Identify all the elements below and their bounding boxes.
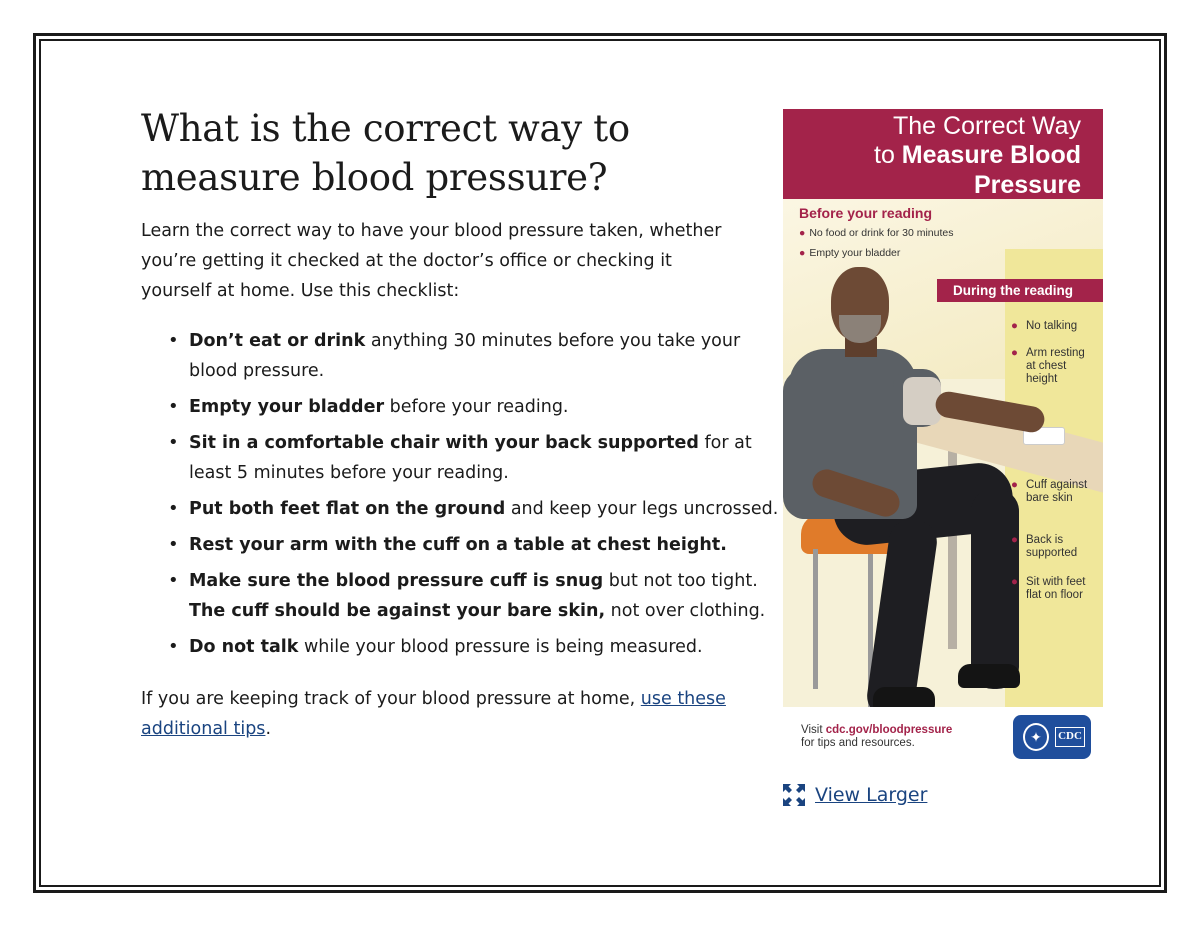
cdc-logo	[1013, 715, 1091, 759]
poster-footer	[783, 707, 1103, 771]
list-item-text: anything 30 minutes before you take your blood pressure.	[189, 331, 741, 381]
before-heading: Before your reading	[799, 205, 933, 221]
tip-text: Arm resting at chest height	[1026, 347, 1085, 385]
page-title: What is the correct way to measure blood pressure?	[141, 107, 630, 199]
bullet-icon: ●	[1011, 347, 1018, 359]
during-heading: During the reading	[937, 279, 1103, 302]
view-larger-link[interactable]	[783, 781, 927, 809]
tip-item	[1011, 576, 1097, 602]
list-item-bold: Don’t eat or drink	[189, 331, 366, 351]
list-item-text-2: not over clothing.	[605, 601, 766, 621]
poster-title-prefix: to	[874, 141, 902, 169]
list-item	[189, 566, 781, 626]
poster-title-line-2	[874, 140, 1081, 170]
additional-tips-link[interactable]: use these additional tips	[141, 689, 726, 739]
bullet-icon: ●	[1011, 576, 1018, 588]
checklist	[141, 326, 781, 662]
list-item	[189, 530, 781, 560]
tip-text: No talking	[1026, 320, 1078, 332]
before-item	[799, 227, 954, 239]
list-item-bold-2: The cuff should be against your bare skin,	[189, 601, 606, 621]
poster-title-bold: Measure Blood	[901, 141, 1081, 169]
tip-item	[1011, 347, 1097, 386]
list-item	[189, 392, 781, 422]
bullet-icon: ●	[1011, 479, 1018, 491]
list-item	[189, 428, 781, 488]
bullet-icon: ●	[799, 247, 806, 259]
footer-period: .	[265, 719, 272, 739]
poster-visit-text	[801, 724, 952, 750]
tip-text: Back is supported	[1026, 534, 1078, 559]
list-item	[189, 494, 781, 524]
bullet-icon: ●	[799, 227, 806, 239]
cdc-logo-text: CDC	[1055, 727, 1085, 747]
lead-paragraph: Learn the correct way to have your blood pressure taken, whether you’re getting it checked at the doctor’s office or checking it yourself at home. Use this checklist:	[141, 221, 722, 301]
list-item-text: and keep your legs uncrossed.	[505, 499, 779, 519]
list-item-text: while your blood pressure is being measured.	[298, 637, 703, 657]
bullet-icon: ●	[1011, 534, 1018, 546]
before-item	[799, 247, 900, 259]
footer-text: If you are keeping track of your blood pressure at home,	[141, 689, 641, 709]
before-item-text: No food or drink for 30 minutes	[809, 227, 954, 239]
list-item-bold: Do not talk	[189, 637, 299, 657]
tip-item	[1011, 320, 1097, 333]
list-item-text: before your reading.	[384, 397, 569, 417]
poster-title-line-3: Pressure	[973, 171, 1081, 199]
list-item-bold: Make sure the blood pressure cuff is snug	[189, 571, 604, 591]
list-item	[189, 326, 781, 386]
visit-prefix: Visit	[801, 724, 826, 736]
list-item-bold: Sit in a comfortable chair with your back supported	[189, 433, 699, 453]
view-larger-label: View Larger	[815, 784, 928, 806]
visit-link-text: cdc.gov/bloodpressure	[825, 724, 953, 736]
poster-header	[783, 109, 1103, 199]
poster-title-line-1: The Correct Way	[892, 112, 1081, 140]
chair-leg	[813, 549, 818, 689]
hhs-seal-icon: ✦	[1023, 723, 1049, 751]
visit-suffix: for tips and resources.	[801, 737, 915, 749]
person-shoe	[958, 664, 1020, 688]
list-item-text: but not too tight.	[603, 571, 758, 591]
list-item-bold: Empty your bladder	[189, 397, 385, 417]
article-content	[141, 104, 779, 744]
tip-item	[1011, 534, 1097, 560]
tip-text: Sit with feet flat on floor	[1026, 576, 1086, 601]
list-item-bold: Rest your arm with the cuff on a table at chest height.	[189, 535, 727, 555]
tip-item	[1011, 479, 1097, 505]
list-item-bold: Put both feet flat on the ground	[189, 499, 506, 519]
blood-pressure-poster	[783, 109, 1103, 771]
footer-paragraph	[141, 684, 761, 744]
expand-icon	[783, 784, 805, 806]
bullet-icon: ●	[1011, 320, 1018, 332]
list-item	[189, 632, 781, 662]
before-item-text: Empty your bladder	[809, 247, 901, 259]
tip-text: Cuff against bare skin	[1026, 479, 1088, 504]
list-item-text: for at least 5 minutes before your reading.	[189, 433, 752, 483]
